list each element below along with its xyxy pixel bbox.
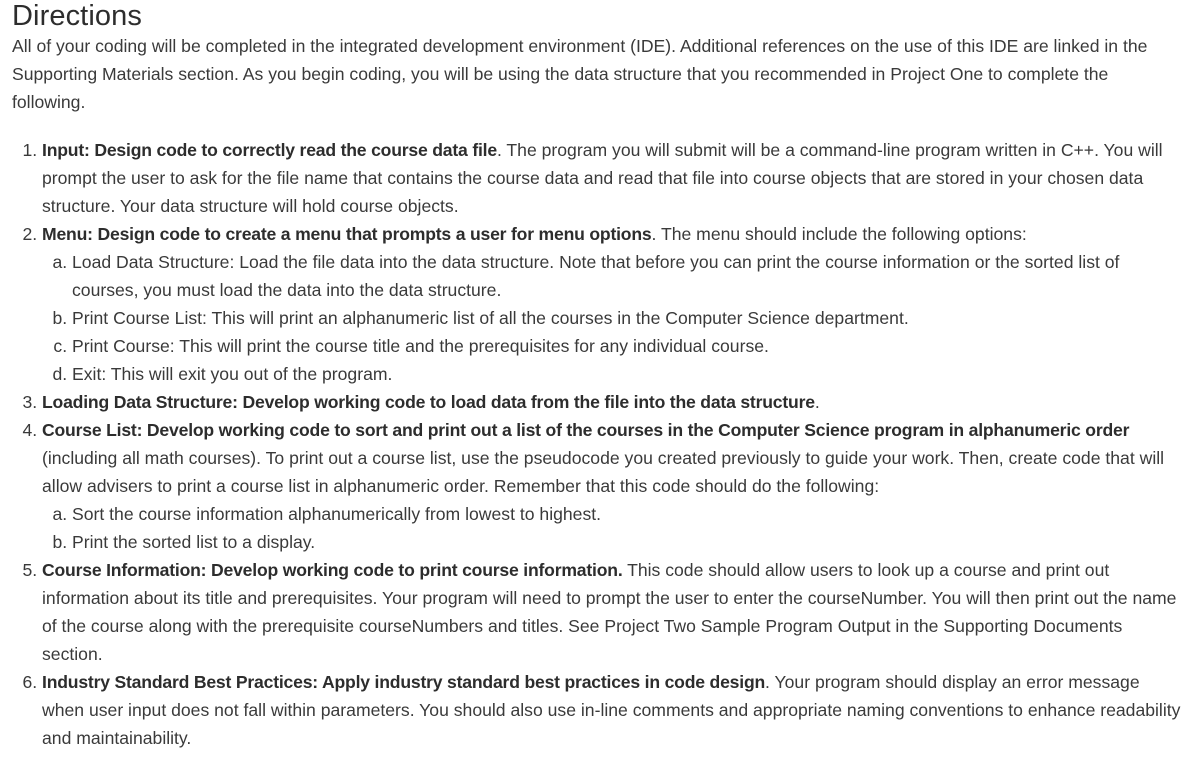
- list-item-heading: Course List: Develop working code to sort and print out a list of the courses in the Computer Science program in alphanumeric order: [42, 420, 1130, 440]
- list-item-best-practices: [42, 668, 1184, 752]
- intro-paragraph: All of your coding will be completed in the integrated development environment (IDE). Additional references on the use of this IDE are linked in the Supporting Materials section. As you begin coding, you will be using the data structure that you recommended in Project One to complete the following.: [12, 36, 1148, 112]
- sub-item-sort: a. Sort the course information alphanumerically from lowest to highest.: [72, 500, 1184, 528]
- list-item-course-info: [42, 556, 1184, 668]
- list-item-text: (including all math courses). To print out a course list, use the pseudocode you created previously to guide your work. Then, create code that will allow advisers to print a course list in alphanumeric order. Remember that this code should do the following:: [42, 448, 1165, 496]
- list-item-text: This code should allow users to look up a course and print out information about its title and prerequisites. Your program will need to prompt the user to enter the courseNumber. You will then print out the name of the course along with the prerequisite courseNumbers and titles. See Project Two Sample Program Output in the Supporting Documents section.: [42, 560, 1177, 664]
- list-item-course-list: [42, 416, 1184, 556]
- list-item-heading: Loading Data Structure: Develop working code to load data from the file into the data structure: [42, 392, 815, 412]
- menu-options-list: [42, 248, 1184, 388]
- list-item-text: . The menu should include the following options:: [651, 224, 1027, 244]
- sub-item-print-course: c. Print Course: This will print the course title and the prerequisites for any individual course.: [72, 332, 1184, 360]
- directions-list: [12, 136, 1184, 752]
- list-item-heading: Course Information: Develop working code to print course information.: [42, 560, 623, 580]
- sub-item-exit: d. Exit: This will exit you out of the program.: [72, 360, 1184, 388]
- list-item-loading: [42, 388, 1184, 416]
- sub-item-load-data: a. Load Data Structure: Load the file data into the data structure. Note that before you can print the course information or the sorted list of courses, you must load the data into the data structure.: [72, 248, 1184, 304]
- page-title: Directions: [12, 0, 142, 32]
- sub-item-print-sorted: b. Print the sorted list to a display.: [72, 528, 1184, 556]
- list-item-text: . Your program should display an error message when user input does not fall within parameters. You should also use in-line comments and appropriate naming conventions to enhance readability and maintainability.: [42, 672, 1181, 748]
- list-item-text: .: [814, 392, 820, 412]
- list-item-heading: Input: Design code to correctly read the course data file: [42, 140, 497, 160]
- list-item-heading: Menu: Design code to create a menu that prompts a user for menu options: [42, 224, 652, 244]
- list-item-menu: [42, 220, 1184, 388]
- course-list-steps: [42, 500, 1184, 556]
- list-item-text: . The program you will submit will be a command-line program written in C++. You will prompt the user to ask for the file name that contains the course data and read that file into course objects that are stored in your chosen data structure. Your data structure will hold course objects.: [42, 140, 1163, 216]
- list-item-input: [42, 136, 1184, 220]
- sub-item-print-list: b. Print Course List: This will print an alphanumeric list of all the courses in the Computer Science department.: [72, 304, 1184, 332]
- list-item-heading: Industry Standard Best Practices: Apply industry standard best practices in code design: [42, 672, 766, 692]
